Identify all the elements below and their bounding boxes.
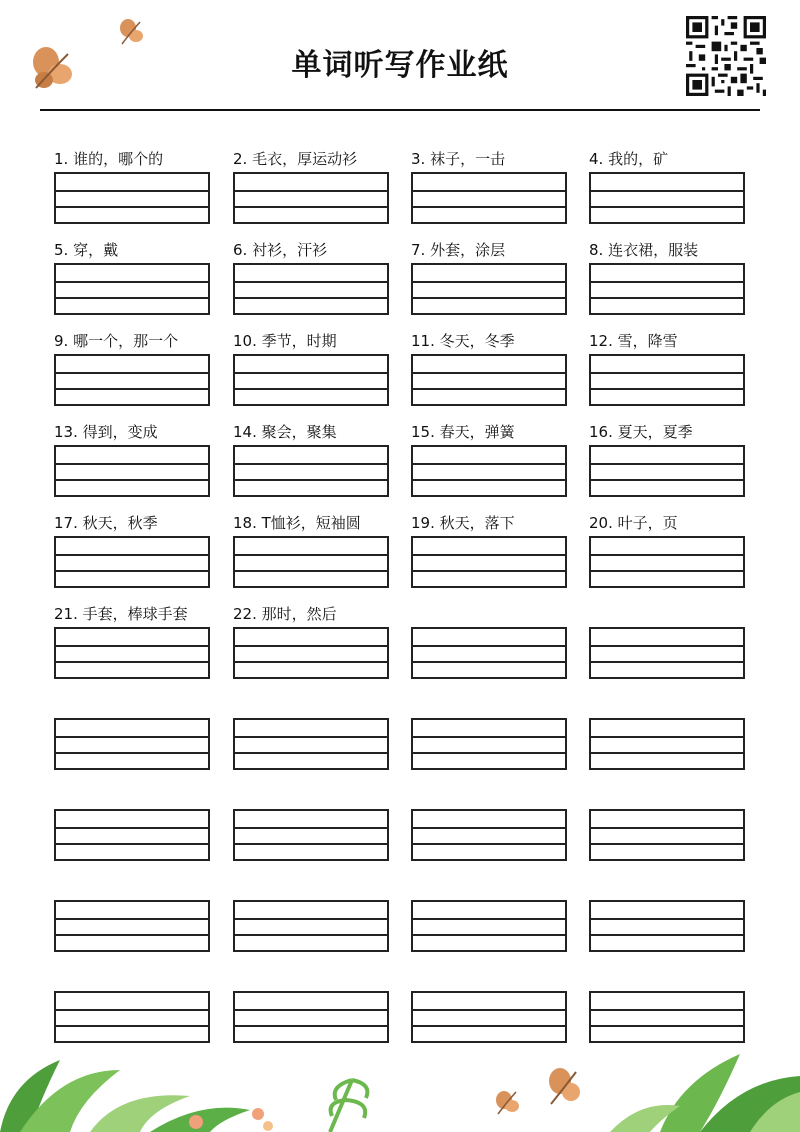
writing-box[interactable] (54, 263, 210, 315)
writing-line (235, 752, 387, 754)
writing-line (56, 736, 208, 738)
writing-line (235, 934, 387, 936)
writing-line (413, 736, 565, 738)
writing-box[interactable] (589, 263, 745, 315)
writing-line (591, 843, 743, 845)
writing-line (235, 570, 387, 572)
writing-line (413, 752, 565, 754)
writing-line (413, 479, 565, 481)
writing-box[interactable] (233, 445, 389, 497)
writing-line (413, 388, 565, 390)
writing-line (591, 736, 743, 738)
writing-line (56, 463, 208, 465)
writing-line (235, 190, 387, 192)
word-prompt: 7. 外套，涂层 (411, 241, 506, 259)
writing-line (413, 918, 565, 920)
word-prompt: 12. 雪，降雪 (589, 332, 678, 350)
writing-line (591, 388, 743, 390)
writing-box[interactable] (411, 263, 567, 315)
writing-line (413, 372, 565, 374)
word-prompt: 16. 夏天，夏季 (589, 423, 693, 441)
writing-line (235, 736, 387, 738)
writing-line (591, 752, 743, 754)
writing-line (591, 918, 743, 920)
writing-line (235, 661, 387, 663)
writing-line (56, 570, 208, 572)
writing-line (413, 645, 565, 647)
word-prompt: 9. 哪一个，那一个 (54, 332, 179, 350)
word-prompt: 6. 衬衫，汗衫 (233, 241, 328, 259)
writing-line (413, 206, 565, 208)
word-prompt: 14. 聚会，聚集 (233, 423, 337, 441)
page-title: 单词听写作业纸 (291, 48, 509, 83)
writing-line (56, 661, 208, 663)
writing-line (413, 297, 565, 299)
writing-line (235, 372, 387, 374)
writing-box[interactable] (233, 354, 389, 406)
writing-box[interactable] (233, 263, 389, 315)
writing-line (235, 554, 387, 556)
writing-box[interactable] (411, 991, 567, 1043)
writing-box[interactable] (54, 627, 210, 679)
writing-line (413, 190, 565, 192)
writing-line (591, 479, 743, 481)
word-prompt: 8. 连衣裙，服装 (589, 241, 699, 259)
writing-line (591, 827, 743, 829)
word-prompt: 4. 我的，矿 (589, 150, 669, 168)
writing-line (56, 190, 208, 192)
writing-line (235, 645, 387, 647)
writing-line (235, 206, 387, 208)
writing-line (235, 388, 387, 390)
writing-box[interactable] (54, 445, 210, 497)
writing-line (413, 661, 565, 663)
writing-line (591, 570, 743, 572)
word-prompt: 13. 得到，变成 (54, 423, 158, 441)
writing-line (591, 554, 743, 556)
writing-box[interactable] (54, 354, 210, 406)
writing-line (413, 554, 565, 556)
writing-line (591, 645, 743, 647)
writing-box[interactable] (233, 627, 389, 679)
writing-box[interactable] (589, 536, 745, 588)
writing-line (591, 190, 743, 192)
writing-line (591, 297, 743, 299)
writing-line (413, 463, 565, 465)
writing-line (56, 388, 208, 390)
writing-box[interactable] (589, 627, 745, 679)
writing-line (56, 918, 208, 920)
writing-box[interactable] (589, 718, 745, 770)
word-prompt: 11. 冬天，冬季 (411, 332, 515, 350)
writing-box[interactable] (411, 809, 567, 861)
writing-box[interactable] (233, 900, 389, 952)
writing-line (235, 918, 387, 920)
writing-line (56, 554, 208, 556)
word-prompt: 21. 手套，棒球手套 (54, 605, 188, 623)
writing-line (413, 843, 565, 845)
writing-line (56, 297, 208, 299)
writing-line (235, 463, 387, 465)
writing-line (591, 463, 743, 465)
writing-box[interactable] (411, 627, 567, 679)
writing-line (235, 843, 387, 845)
writing-box[interactable] (589, 354, 745, 406)
word-prompt: 19. 秋天，落下 (411, 514, 515, 532)
writing-line (413, 570, 565, 572)
writing-box[interactable] (54, 172, 210, 224)
writing-box[interactable] (54, 718, 210, 770)
writing-line (591, 934, 743, 936)
writing-line (591, 281, 743, 283)
writing-box[interactable] (411, 445, 567, 497)
writing-line (235, 1009, 387, 1011)
word-prompt: 18. T恤衫，短袖圆 (233, 514, 361, 532)
writing-box[interactable] (233, 718, 389, 770)
writing-line (235, 479, 387, 481)
word-prompt: 1. 谁的，哪个的 (54, 150, 164, 168)
writing-box[interactable] (589, 991, 745, 1043)
writing-line (413, 827, 565, 829)
writing-box[interactable] (233, 991, 389, 1043)
writing-line (56, 372, 208, 374)
writing-line (56, 281, 208, 283)
writing-box[interactable] (411, 900, 567, 952)
writing-line (591, 372, 743, 374)
leaves-decoration (0, 1040, 800, 1132)
writing-line (56, 827, 208, 829)
word-prompt: 20. 叶子，页 (589, 514, 678, 532)
writing-box[interactable] (233, 536, 389, 588)
word-prompt: 17. 秋天，秋季 (54, 514, 158, 532)
writing-line (413, 1009, 565, 1011)
writing-line (56, 1009, 208, 1011)
writing-box[interactable] (54, 900, 210, 952)
writing-box[interactable] (54, 536, 210, 588)
writing-line (235, 281, 387, 283)
writing-line (56, 206, 208, 208)
writing-box[interactable] (233, 809, 389, 861)
writing-box[interactable] (589, 900, 745, 952)
writing-line (591, 661, 743, 663)
word-prompt: 10. 季节，时期 (233, 332, 337, 350)
word-prompt: 2. 毛衣，厚运动衫 (233, 150, 358, 168)
word-prompt: 22. 那时，然后 (233, 605, 337, 623)
writing-box[interactable] (589, 172, 745, 224)
writing-line (591, 206, 743, 208)
writing-box[interactable] (411, 536, 567, 588)
writing-box[interactable] (411, 354, 567, 406)
writing-box[interactable] (589, 809, 745, 861)
writing-line (591, 1025, 743, 1027)
writing-box[interactable] (54, 991, 210, 1043)
writing-line (413, 281, 565, 283)
writing-line (413, 1025, 565, 1027)
writing-box[interactable] (589, 445, 745, 497)
writing-line (235, 1025, 387, 1027)
writing-line (591, 1009, 743, 1011)
writing-line (235, 297, 387, 299)
writing-box[interactable] (411, 172, 567, 224)
writing-box[interactable] (411, 718, 567, 770)
writing-line (56, 1025, 208, 1027)
writing-line (56, 479, 208, 481)
writing-box[interactable] (54, 809, 210, 861)
word-prompt: 15. 春天，弹簧 (411, 423, 515, 441)
writing-line (56, 934, 208, 936)
writing-line (56, 843, 208, 845)
writing-line (56, 645, 208, 647)
writing-line (56, 752, 208, 754)
writing-line (235, 827, 387, 829)
writing-line (413, 934, 565, 936)
word-prompt: 3. 袜子，一击 (411, 150, 506, 168)
writing-box[interactable] (233, 172, 389, 224)
word-prompt: 5. 穿，戴 (54, 241, 119, 259)
